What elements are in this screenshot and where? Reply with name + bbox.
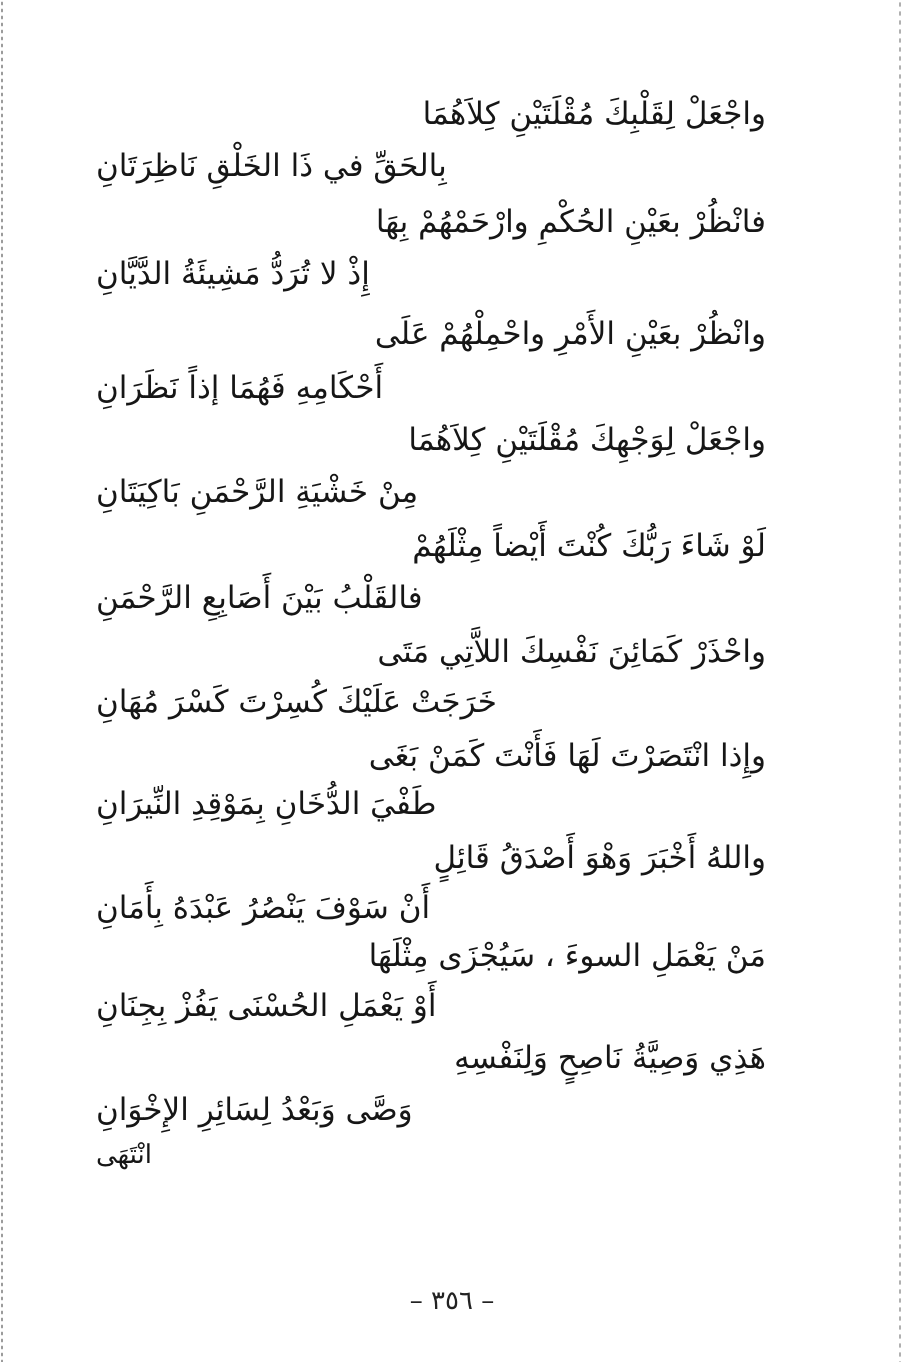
verse-line: لَوْ شَاءَ رَبُّكَ كُنْتَ أَيْضاً مِثْلَهُمْ — [412, 528, 766, 564]
verse-2b — [0, 252, 904, 312]
verse-line: فانْظُرْ بعَيْنِ الحُكْمِ وارْحَمْهُمْ بِهَا — [375, 204, 766, 240]
verse-line: وإِذا انْتَصَرْتَ لَهَا فَأَنْتَ كَمَنْ بَغَى — [368, 738, 766, 774]
verse-line: مِنْ خَشْيَةِ الرَّحْمَنِ بَاكِيَتَانِ — [96, 474, 419, 510]
page-number: – ٣٥٦ – — [409, 1286, 495, 1316]
verse-line: مَنْ يَعْمَلِ السوءَ ، سَيُجْزَى مِثْلَهَا — [368, 938, 766, 974]
verse-line: طَفْيَ الدُّخَانِ بِمَوْقِدِ النِّيرَانِ — [96, 786, 437, 822]
verse-line: أَحْكَامِهِ فَهُمَا إذاً نَظَرَانِ — [96, 370, 384, 406]
verse-6b — [0, 680, 904, 740]
verse-9b — [0, 984, 904, 1044]
verse-7b — [0, 782, 904, 842]
verse-4b — [0, 470, 904, 530]
verse-line: واجْعَلْ لِوَجْهِكَ مُقْلَتَيْنِ كِلاَهُمَا — [408, 422, 766, 458]
verse-1b — [0, 144, 904, 204]
verse-5b — [0, 576, 904, 636]
verse-line: أَوْ يَعْمَلِ الحُسْنَى يَفُزْ بِجِنَانِ — [96, 988, 437, 1024]
verse-line: واحْذَرْ كَمَائِنَ نَفْسِكَ اللاَّتِي مَتَى — [377, 634, 766, 670]
verse-3 — [0, 312, 904, 372]
verse-2 — [0, 200, 904, 260]
verse-line: واللهُ أَخْبَرَ وَهْوَ أَصْدَقُ قَائِلٍ — [433, 840, 766, 876]
verse-line: وانْظُرْ بعَيْنِ الأَمْرِ واحْمِلْهُمْ عَلَى — [374, 316, 766, 352]
verse-line: خَرَجَتْ عَلَيْكَ كُسِرْتَ كَسْرَ مُهَانِ — [96, 684, 497, 720]
verse-line: فالقَلْبُ بَيْنَ أَصَابِعِ الرَّحْمَنِ — [96, 580, 423, 616]
verse-line: بِالحَقِّ في ذَا الخَلْقِ نَاظِرَتَانِ — [96, 148, 447, 184]
verse-line: أَنْ سَوْفَ يَنْصُرُ عَبْدَهُ بِأَمَانِ — [96, 890, 431, 926]
verse-3b — [0, 366, 904, 426]
verse-4 — [0, 418, 904, 478]
verse-line: واجْعَلْ لِقَلْبِكَ مُقْلَتَيْنِ كِلاَهُمَا — [422, 96, 766, 132]
verse-line: وَصَّى وَبَعْدُ لِسَائِرِ الإِخْوَانِ — [96, 1092, 413, 1128]
verse-10 — [0, 1036, 904, 1096]
verse-line: إِذْ لا تُرَدُّ مَشِيئَةُ الدَّيَّانِ — [96, 256, 370, 292]
end-word: انْتَهَى — [96, 1140, 152, 1170]
verse-5 — [0, 524, 904, 584]
verse-line: هَذِي وَصِيَّةُ نَاصِحٍ وَلِنَفْسِهِ — [454, 1040, 766, 1076]
verse-1 — [0, 92, 904, 152]
